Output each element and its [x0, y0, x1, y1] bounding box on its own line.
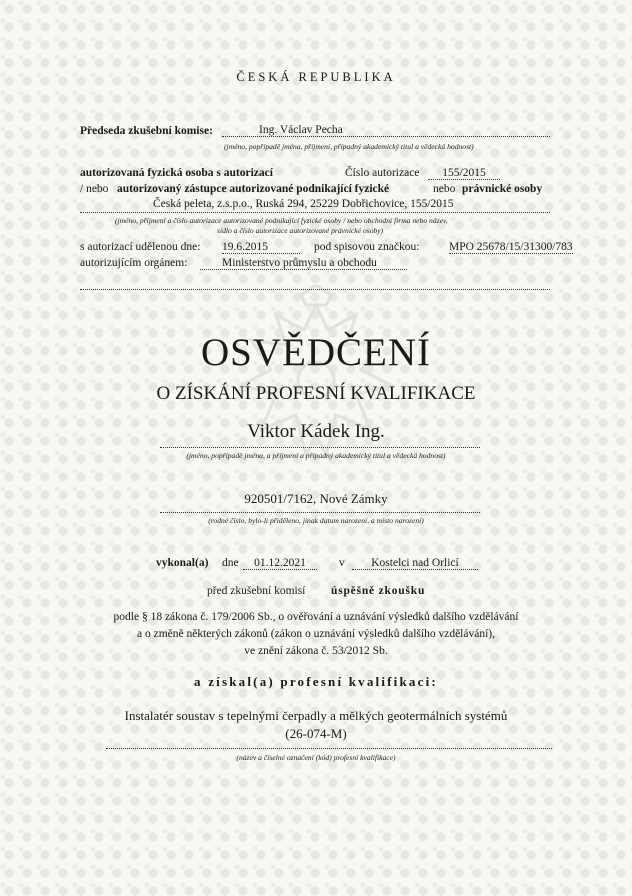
holder-birth-note: (rodné číslo, bylo-li přiděleno, jinak datum narození, a místo narození) [208, 516, 424, 525]
holder-birth: 920501/7162, Nové Zámky [244, 491, 388, 506]
exam-place: Kostelci nad Orlicí [352, 557, 478, 570]
country-heading: ČESKÁ REPUBLIKA [236, 70, 396, 84]
entity-line [80, 211, 550, 213]
holder-birth-line [160, 511, 480, 513]
authorized-person-label: autorizovaná fyzická osoba s autorizací [80, 167, 273, 179]
performed-label: vykonal(a) [156, 557, 209, 569]
law-text-1: podle § 18 zákona č. 179/2006 Sb., o ověřování a uznávání výsledků dalšího vzdělávání [113, 611, 519, 623]
authorization-number-label: Číslo autorizace [345, 167, 420, 179]
authorization-number-value: 155/2015 [428, 167, 500, 180]
date-label: dne [222, 557, 239, 569]
exam-date: 01.12.2021 [243, 557, 317, 570]
certificate-title: OSVĚDČENÍ [201, 331, 431, 374]
authority-value: Ministerstvo průmyslu a obchodu [222, 257, 377, 269]
granted-label: s autorizací udělenou dne: [80, 241, 201, 253]
entity-note-2: sídlo a číslo autorizace autorizované právnické osoby) [217, 226, 384, 235]
committee-chair-label: Předseda zkušební komise: [80, 125, 213, 137]
file-label: pod spisovou značkou: [314, 241, 420, 253]
law-text-2: a o změně některých zákonů (zákon o uznávání výsledků dalšího vzdělávání), [137, 628, 495, 640]
exam-result: úspěšně zkoušku [331, 585, 426, 597]
entity-value: Česká peleta, z.s.p.o., Ruská 294, 25229 Dobřichovice, 155/2015 [153, 198, 454, 210]
alt-legal-label: právnické osoby [462, 183, 543, 195]
authority-label: autorizujícím orgánem: [80, 257, 188, 269]
holder-name-line [160, 446, 480, 448]
file-value: MPO 25678/15/31300/783 [449, 241, 573, 253]
alt-or: nebo [433, 183, 456, 195]
alt-prefix: / nebo [80, 183, 109, 195]
committee-chair-note: (jméno, popřípadě jména, příjmení, případný akademický titul a vědecká hodnost) [224, 142, 474, 151]
granted-value: 19.6.2015 [222, 241, 300, 254]
alt-representative-label: autorizovaný zástupce autorizované podnikající fyzické [117, 183, 390, 195]
before-committee-text: před zkušební komisí [207, 585, 306, 597]
separator-line [80, 288, 550, 290]
place-label: v [339, 557, 345, 569]
holder-name-note: (jméno, popřípadě jména, a příjmení a případný akademický titul a vědecká hodnost) [186, 451, 446, 460]
qualification-code: (26-074-M) [285, 726, 347, 741]
law-text-3: ve znění zákona č. 53/2012 Sb. [244, 645, 388, 657]
qualification-line [106, 747, 552, 749]
qualification-note: (název a číselné označení (kód) profesní kvalifikace) [236, 753, 396, 762]
entity-note-1: (jméno, příjmení a číslo autorizace autorizované podnikající fyzické osoby / nebo obchodní firma nebo název, [115, 216, 448, 225]
holder-name: Viktor Kádek Ing. [247, 421, 385, 442]
qualification-heading: a získal(a) profesní kvalifikaci: [194, 674, 438, 689]
qualification-name: Instalatér soustav s tepelnými čerpadly a mělkých geotermálních systémů [124, 708, 508, 723]
committee-chair-value: Ing. Václav Pecha [259, 124, 343, 136]
certificate-subtitle: O ZÍSKÁNÍ PROFESNÍ KVALIFIKACE [156, 383, 476, 404]
